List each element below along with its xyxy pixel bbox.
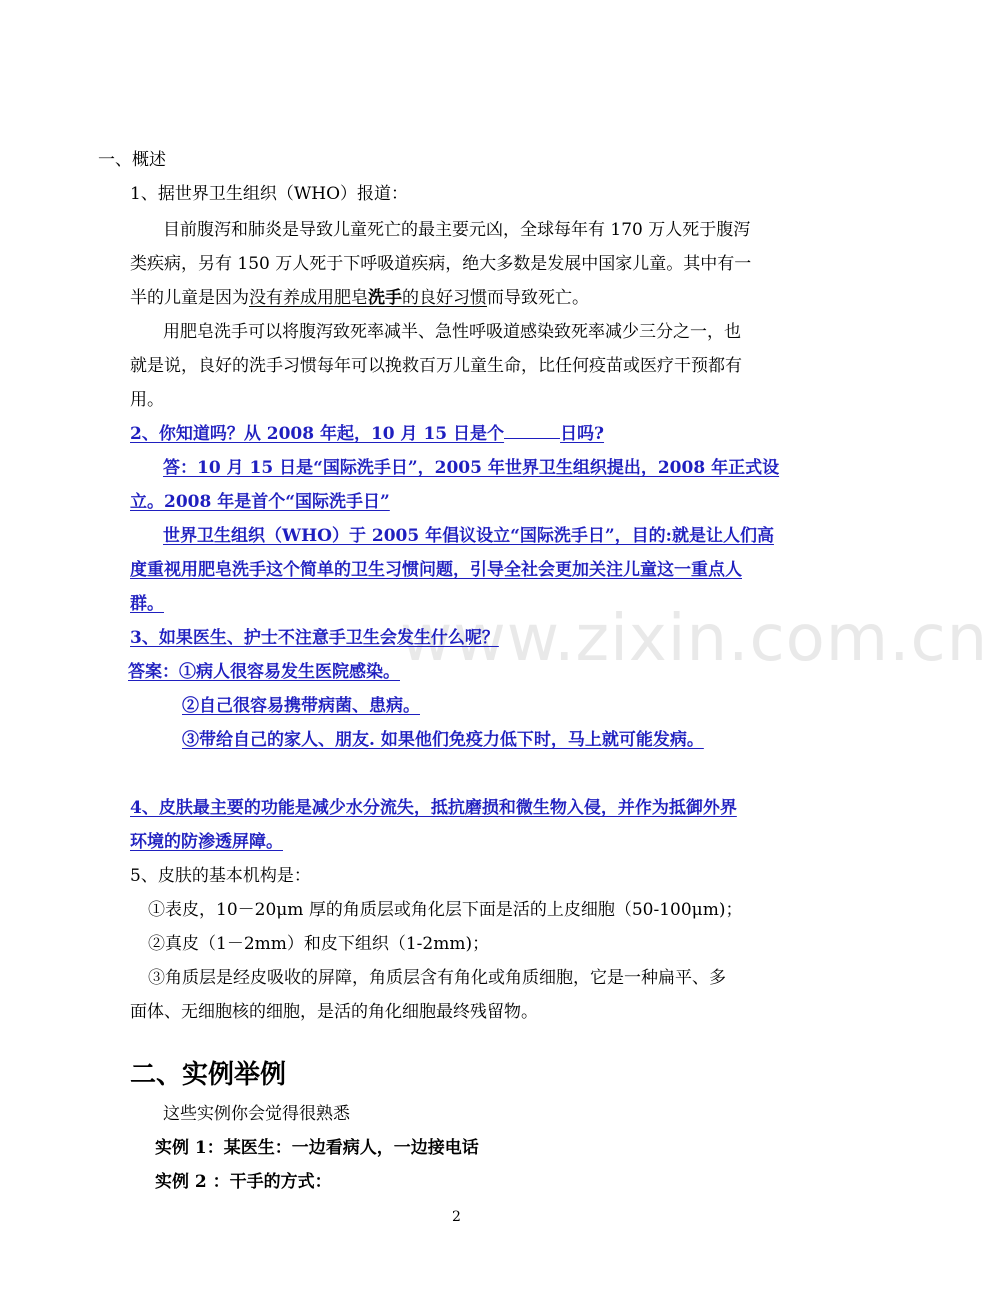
item3-answer3: ③带给自己的家人、朋友. 如果他们免疫力低下时，马上就可能发病。 [182,730,704,750]
item2-blank [504,424,560,439]
example1: 实例 1：某医生：一边看病人，一边接电话 [155,1138,479,1158]
paragraph1-line3 [130,286,589,310]
item4-line2: 环境的防渗透屏障。 [130,832,283,852]
paragraph2-line1: 用肥皂洗手可以将腹泻致死率减半、急性呼吸道感染致死率减少三分之一，也 [163,322,741,342]
item3-question: 3、如果医生、护士不注意手卫生会发生什么呢？ [130,628,499,648]
item2-answer-line1: 答：10 月 15 日是“国际洗手日”，2005 年世界卫生组织提出，2008 年正式设 [163,458,780,478]
item3-answer2: ②自己很容易携带病菌、患病。 [182,696,420,716]
item2-who-line3: 群。 [130,594,164,614]
item2-question [130,422,604,446]
p1-text-a: 半的儿童是因为 [130,288,249,308]
p1-underlined-2: 的良好习惯 [402,288,487,308]
item5-point2: ②真皮（1－2mm）和皮下组织（1-2mm)； [148,934,490,954]
paragraph2-line3: 用。 [130,390,164,410]
item2-who-line1: 世界卫生组织（WHO）于 2005 年倡议设立“国际洗手日”，目的:就是让人们高 [163,526,774,546]
page-number: 2 [452,1209,461,1225]
item2-answer-line2: 立。2008 年是首个“国际洗手日” [130,492,390,512]
item5-point1: ①表皮，10－20μm 厚的角质层或角化层下面是活的上皮细胞（50-100μm)； [148,900,743,920]
p1-underlined-1: 没有养成用肥皂 [249,288,368,308]
paragraph1-line2: 类疾病，另有 150 万人死于下呼吸道疾病，绝大多数是发展中国家儿童。其中有一 [130,254,752,274]
item5-title: 5、皮肤的基本机构是： [130,866,311,886]
item3-answer1: 答案：①病人很容易发生医院感染。 [128,662,400,682]
watermark: www.zixin.com.cn [400,602,988,676]
section2-heading: 二、实例举例 [130,1060,287,1090]
item5-point3-line2: 面体、无细胞核的细胞，是活的角化细胞最终残留物。 [130,1002,538,1022]
item4-line1: 4、皮肤最主要的功能是减少水分流失，抵抗磨损和微生物入侵，并作为抵御外界 [130,798,737,818]
item2-who-line2: 度重视用肥皂洗手这个简单的卫生习惯问题，引导全社会更加关注儿童这一重点人 [130,560,742,580]
paragraph1-line1: 目前腹泻和肺炎是导致儿童死亡的最主要元凶，全球每年有 170 万人死于腹泻 [163,220,751,240]
p1-text-c: 而导致死亡。 [487,288,589,308]
item2-question-b: 日吗? [560,424,605,444]
paragraph2-line2: 就是说，良好的洗手习惯每年可以挽救百万儿童生命，比任何疫苗或医疗干预都有 [130,356,742,376]
example2: 实例 2 ：干手的方式： [155,1172,332,1192]
section1-heading: 一、概述 [98,150,166,170]
item1-title: 1、据世界卫生组织（WHO）报道： [130,184,409,204]
item5-point3-line1: ③角质层是经皮吸收的屏障，角质层含有角化或角质细胞，它是一种扁平、多 [148,968,726,988]
item2-question-a: 2、你知道吗？从 2008 年起，10 月 15 日是个 [130,424,505,444]
section2-intro: 这些实例你会觉得很熟悉 [163,1104,350,1124]
p1-underlined-bold: 洗手 [368,288,402,308]
